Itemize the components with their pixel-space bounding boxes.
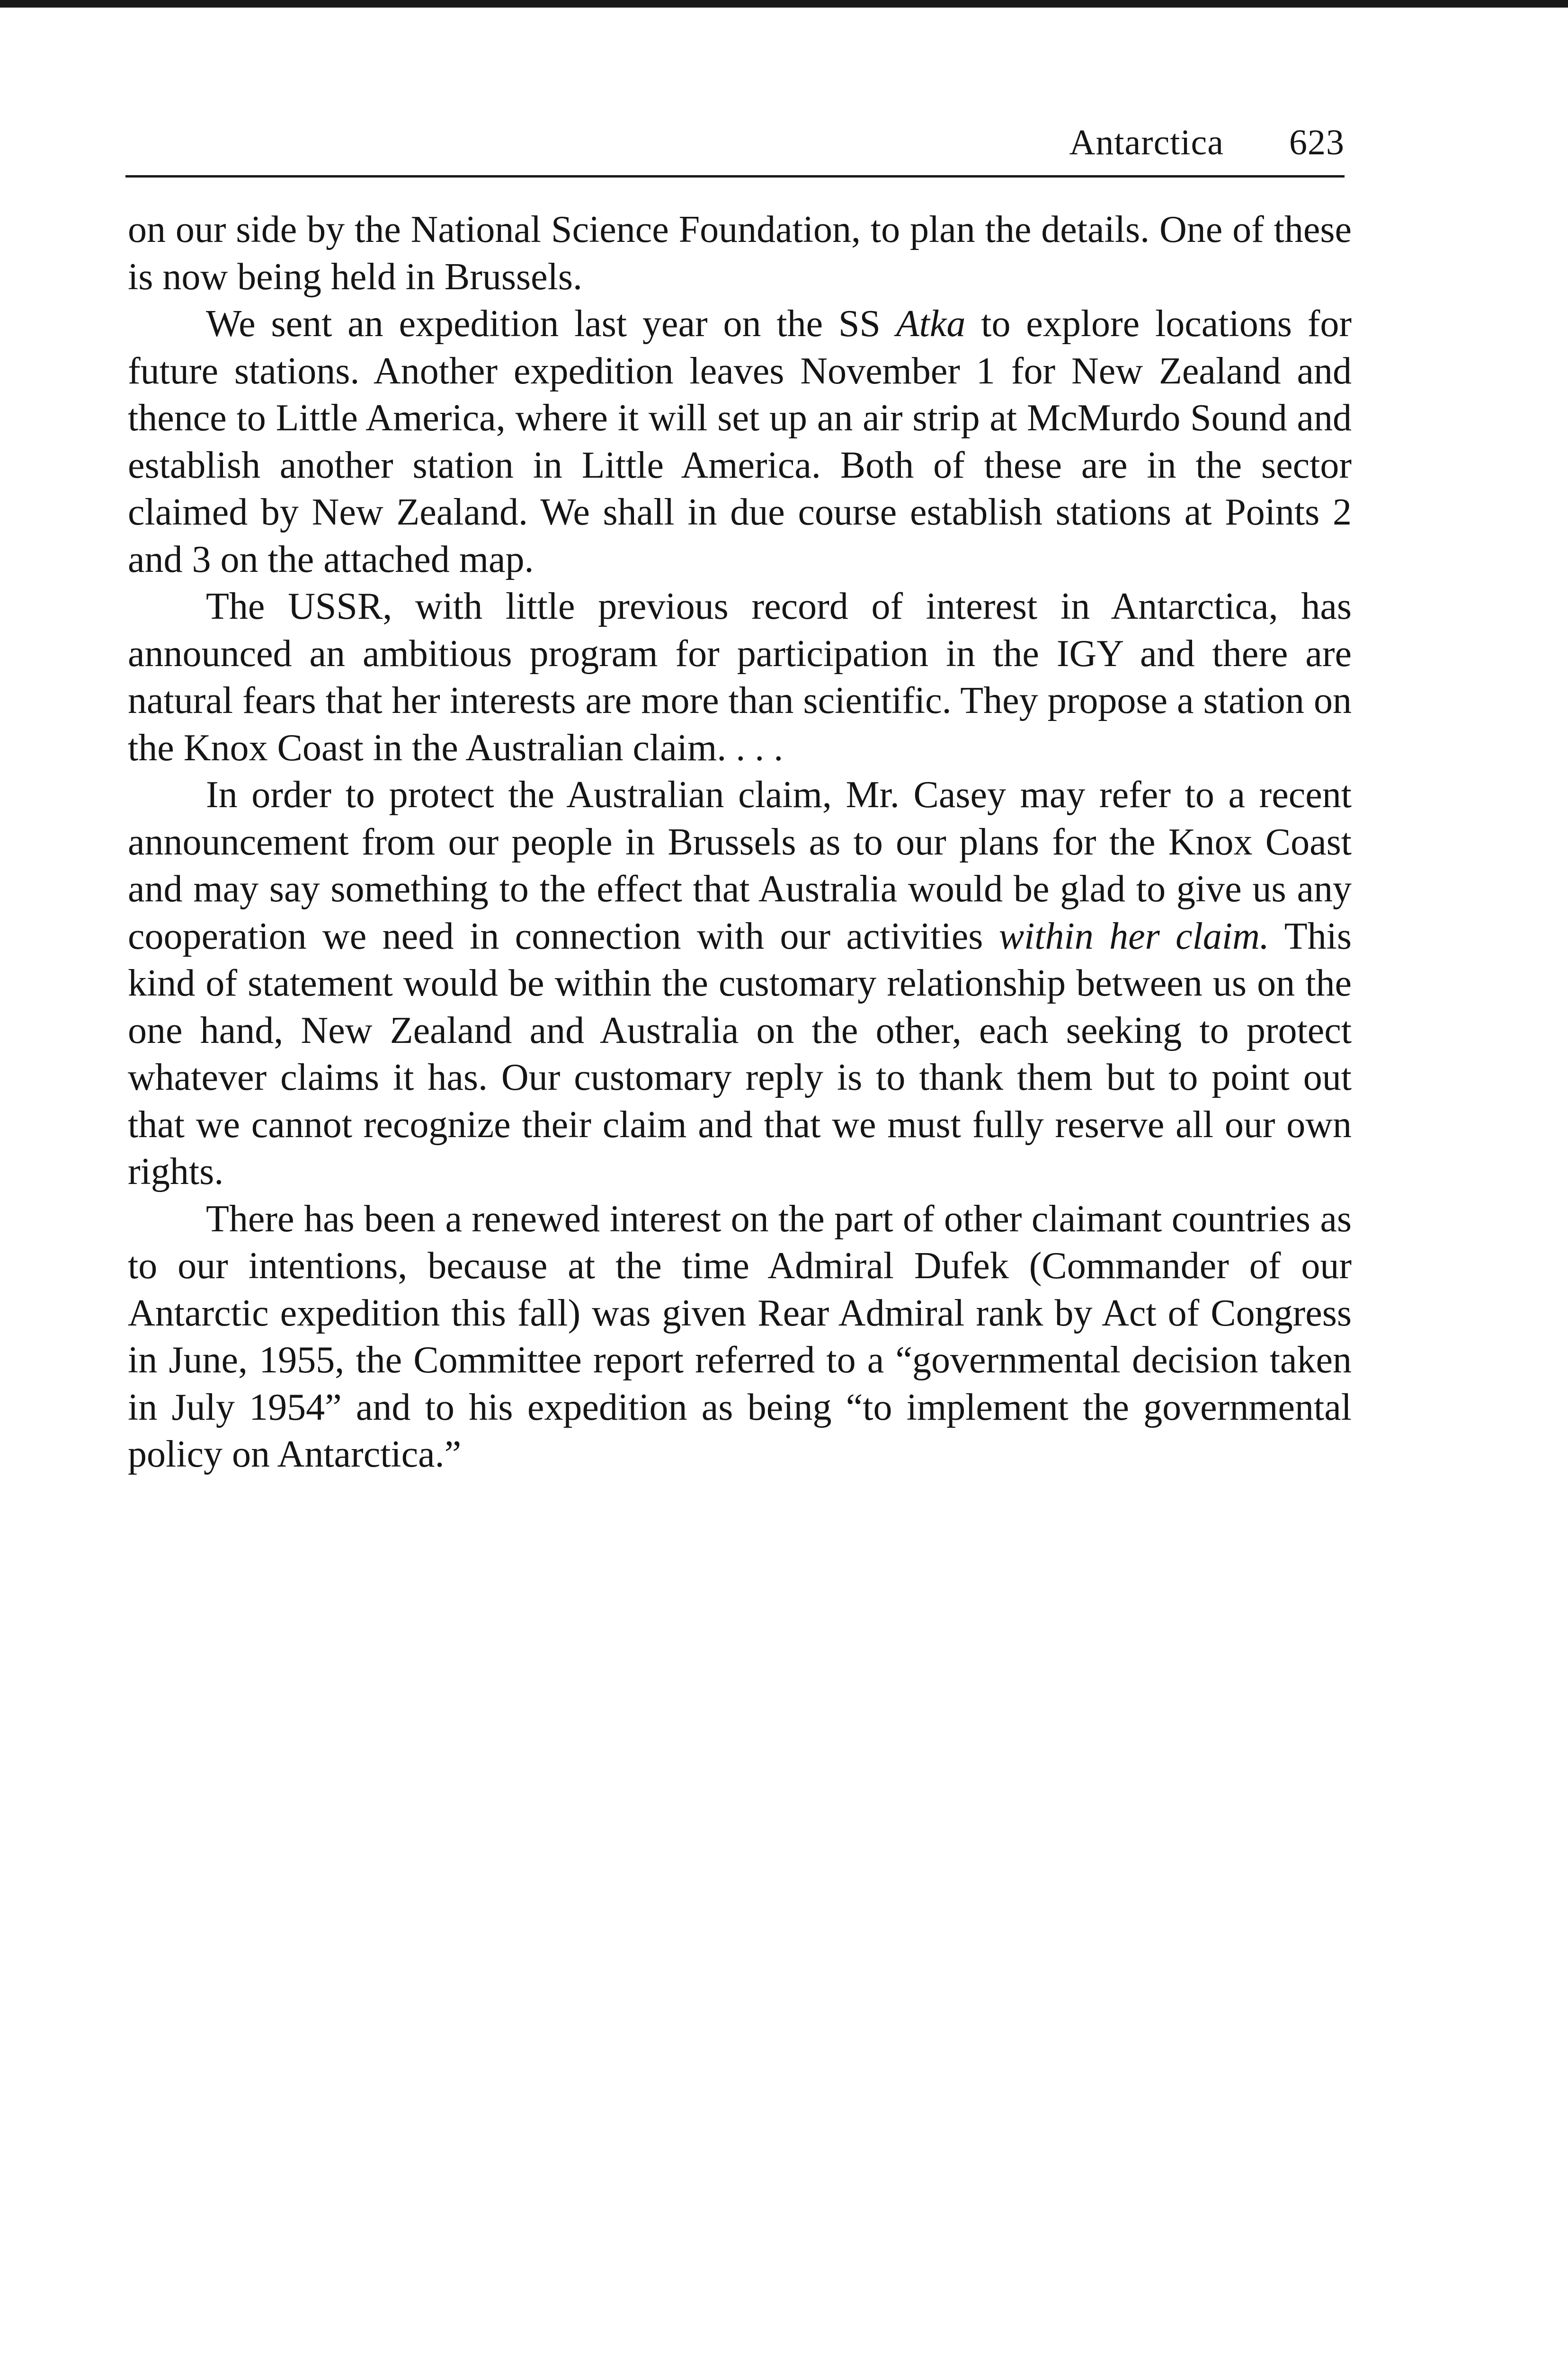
paragraph-text: In order to protect the Australian claim, Mr. Casey may refer to a recent announcement from our people in Brussels as to our plans for the Knox Coast and may say something to the effect that Australia would be glad to give us any cooperation we need in connection with our activities — [128, 774, 1352, 957]
paragraph-australian-claim — [128, 772, 1352, 1196]
running-head-title: Antarctica — [1069, 123, 1224, 162]
paragraph-text: to explore locations for future stations. Another expedition leaves November 1 for New Zealand and thence to Little America, where it will set up an air strip at McMurdo Sound and establish another station in Little America. Both of these are in the sector claimed by New Zealand. We shall in due course establish stations at Points 2 and 3 on the attached map. — [128, 303, 1352, 580]
paragraph-text: This kind of statement would be within the customary relationship between us on the one hand, New Zealand and Australia on the other, each seeking to protect whatever claims it has. Our customary reply is to thank them but to point out that we cannot recognize their claim and that we must fully reserve all our own rights. — [128, 915, 1352, 1192]
paragraph-renewed-interest: There has been a renewed interest on the part of other claimant countries as to our intentions, because at the time Admiral Dufek (Commander of our Antarctic expedition this fall) was given Rear Admiral rank by Act of Congress in June, 1955, the Committee report referred to a “governmental decision taken in July 1954” and to his expedition as being “to implement the governmental policy on Antarctica.” — [128, 1198, 1352, 1475]
top-scan-border — [0, 0, 1568, 8]
paragraph-continuation: on our side by the National Science Foundation, to plan the details. One of these is now being held in Brussels. — [128, 209, 1352, 298]
ship-name: Atka — [896, 303, 966, 345]
page-number: 623 — [1289, 123, 1345, 162]
paragraph-ussr: The USSR, with little previous record of interest in Antarctica, has announced an ambitious program for participation in the IGY and there are natural fears that her interests are more than scientific. They propose a station on the Knox Coast in the Australian claim. . . . — [128, 586, 1352, 769]
emphasized-text: within her claim. — [998, 915, 1269, 957]
body-text — [128, 206, 1352, 1478]
running-header — [125, 118, 1345, 178]
paragraph-text: We sent an expedition last year on the SS — [206, 303, 896, 345]
paragraph-expeditions — [128, 301, 1352, 583]
